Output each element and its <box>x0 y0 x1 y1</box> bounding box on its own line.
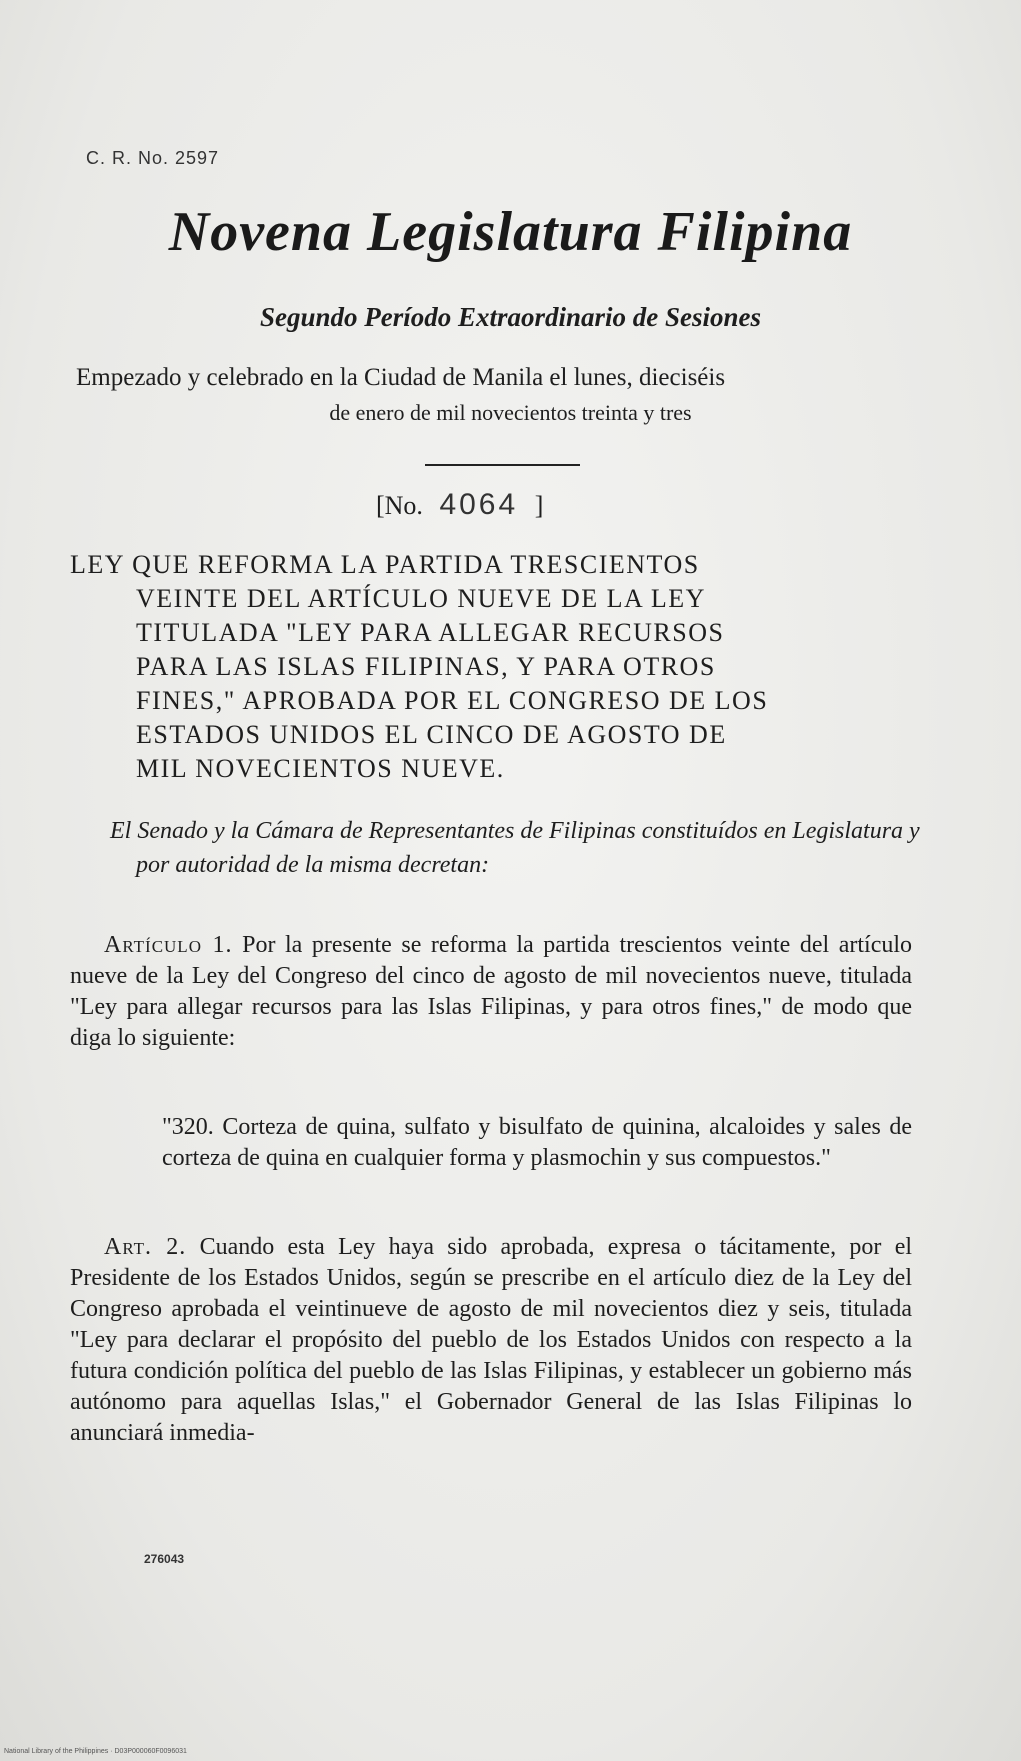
act-title-line: PARA LAS ISLAS FILIPINAS, Y PARA OTROS <box>136 652 716 681</box>
act-title-line: LEY QUE REFORMA LA PARTIDA TRESCIENTOS <box>70 550 700 579</box>
session-date-line-2: de enero de mil novecientos treinta y tres <box>329 400 692 425</box>
article-2-text: Cuando esta Ley haya sido aprobada, expresa o tácitamente, por el Presidente de los Estados Unidos, según se prescribe en el artículo diez de la Ley del Congreso aprobada el veintinueve de agosto de mil novecientos diez y seis, titulada "Ley para declarar el propósito del pueblo de los Estados Unidos con respecto a la futura condición política del pueblo de las Islas Filipinas, y establecer un gobierno más autónomo para aquellas Islas," el Gobernador General de las Islas Filipinas lo anunciará inmedia- <box>70 1234 913 1446</box>
act-title-line: VEINTE DEL ARTÍCULO NUEVE DE LA LEY <box>136 584 706 613</box>
session-date-line-1: Empezado y celebrado en la Ciudad de Manila el lunes, dieciséis <box>76 364 726 391</box>
act-title-line: TITULADA "LEY PARA ALLEGAR RECURSOS <box>136 618 725 647</box>
act-number-suffix: ] <box>534 491 544 520</box>
act-title-line: FINES," APROBADA POR EL CONGRESO DE LOS <box>136 686 769 715</box>
act-title-line: ESTADOS UNIDOS EL CINCO DE AGOSTO DE <box>136 720 727 749</box>
quoted-item-320: "320. Corteza de quina, sulfato y bisulfato de quinina, alcaloides y sales de corteza de quina en cualquier forma y plasmochin y sus compuestos." <box>162 1114 912 1171</box>
enacting-clause: El Senado y la Cámara de Representantes de Filipinas constituídos en Legislatura y por autoridad de la misma decretan: <box>110 818 920 878</box>
act-title <box>70 548 920 786</box>
archive-footer: National Library of the Philippines · D03P000060F0096031 <box>4 1748 187 1755</box>
article-2-heading: Art. 2. <box>104 1234 187 1260</box>
article-1-text: Por la presente se reforma la partida trescientos veinte del artículo nueve de la Ley del Congreso del cinco de agosto de mil novecientos nueve, titulada "Ley para allegar recursos para las Islas Filipinas, y para otros fines," de modo que diga lo siguiente: <box>70 932 913 1051</box>
article-1 <box>70 930 912 1054</box>
article-2 <box>70 1232 912 1449</box>
session-subtitle: Segundo Período Extraordinario de Sesiones <box>259 302 762 332</box>
page-code: 276043 <box>144 1552 185 1566</box>
act-title-line: MIL NOVECIENTOS NUEVE. <box>136 754 505 783</box>
act-number-prefix: [No. <box>376 491 423 520</box>
act-number <box>376 488 543 522</box>
act-number-value: 4064 <box>439 488 519 521</box>
legislature-title: Novena Legislatura Filipina <box>168 201 853 263</box>
article-1-heading: Artículo 1. <box>104 932 233 958</box>
reference-number: C. R. No. 2597 <box>86 148 220 168</box>
divider-rule <box>425 464 580 466</box>
